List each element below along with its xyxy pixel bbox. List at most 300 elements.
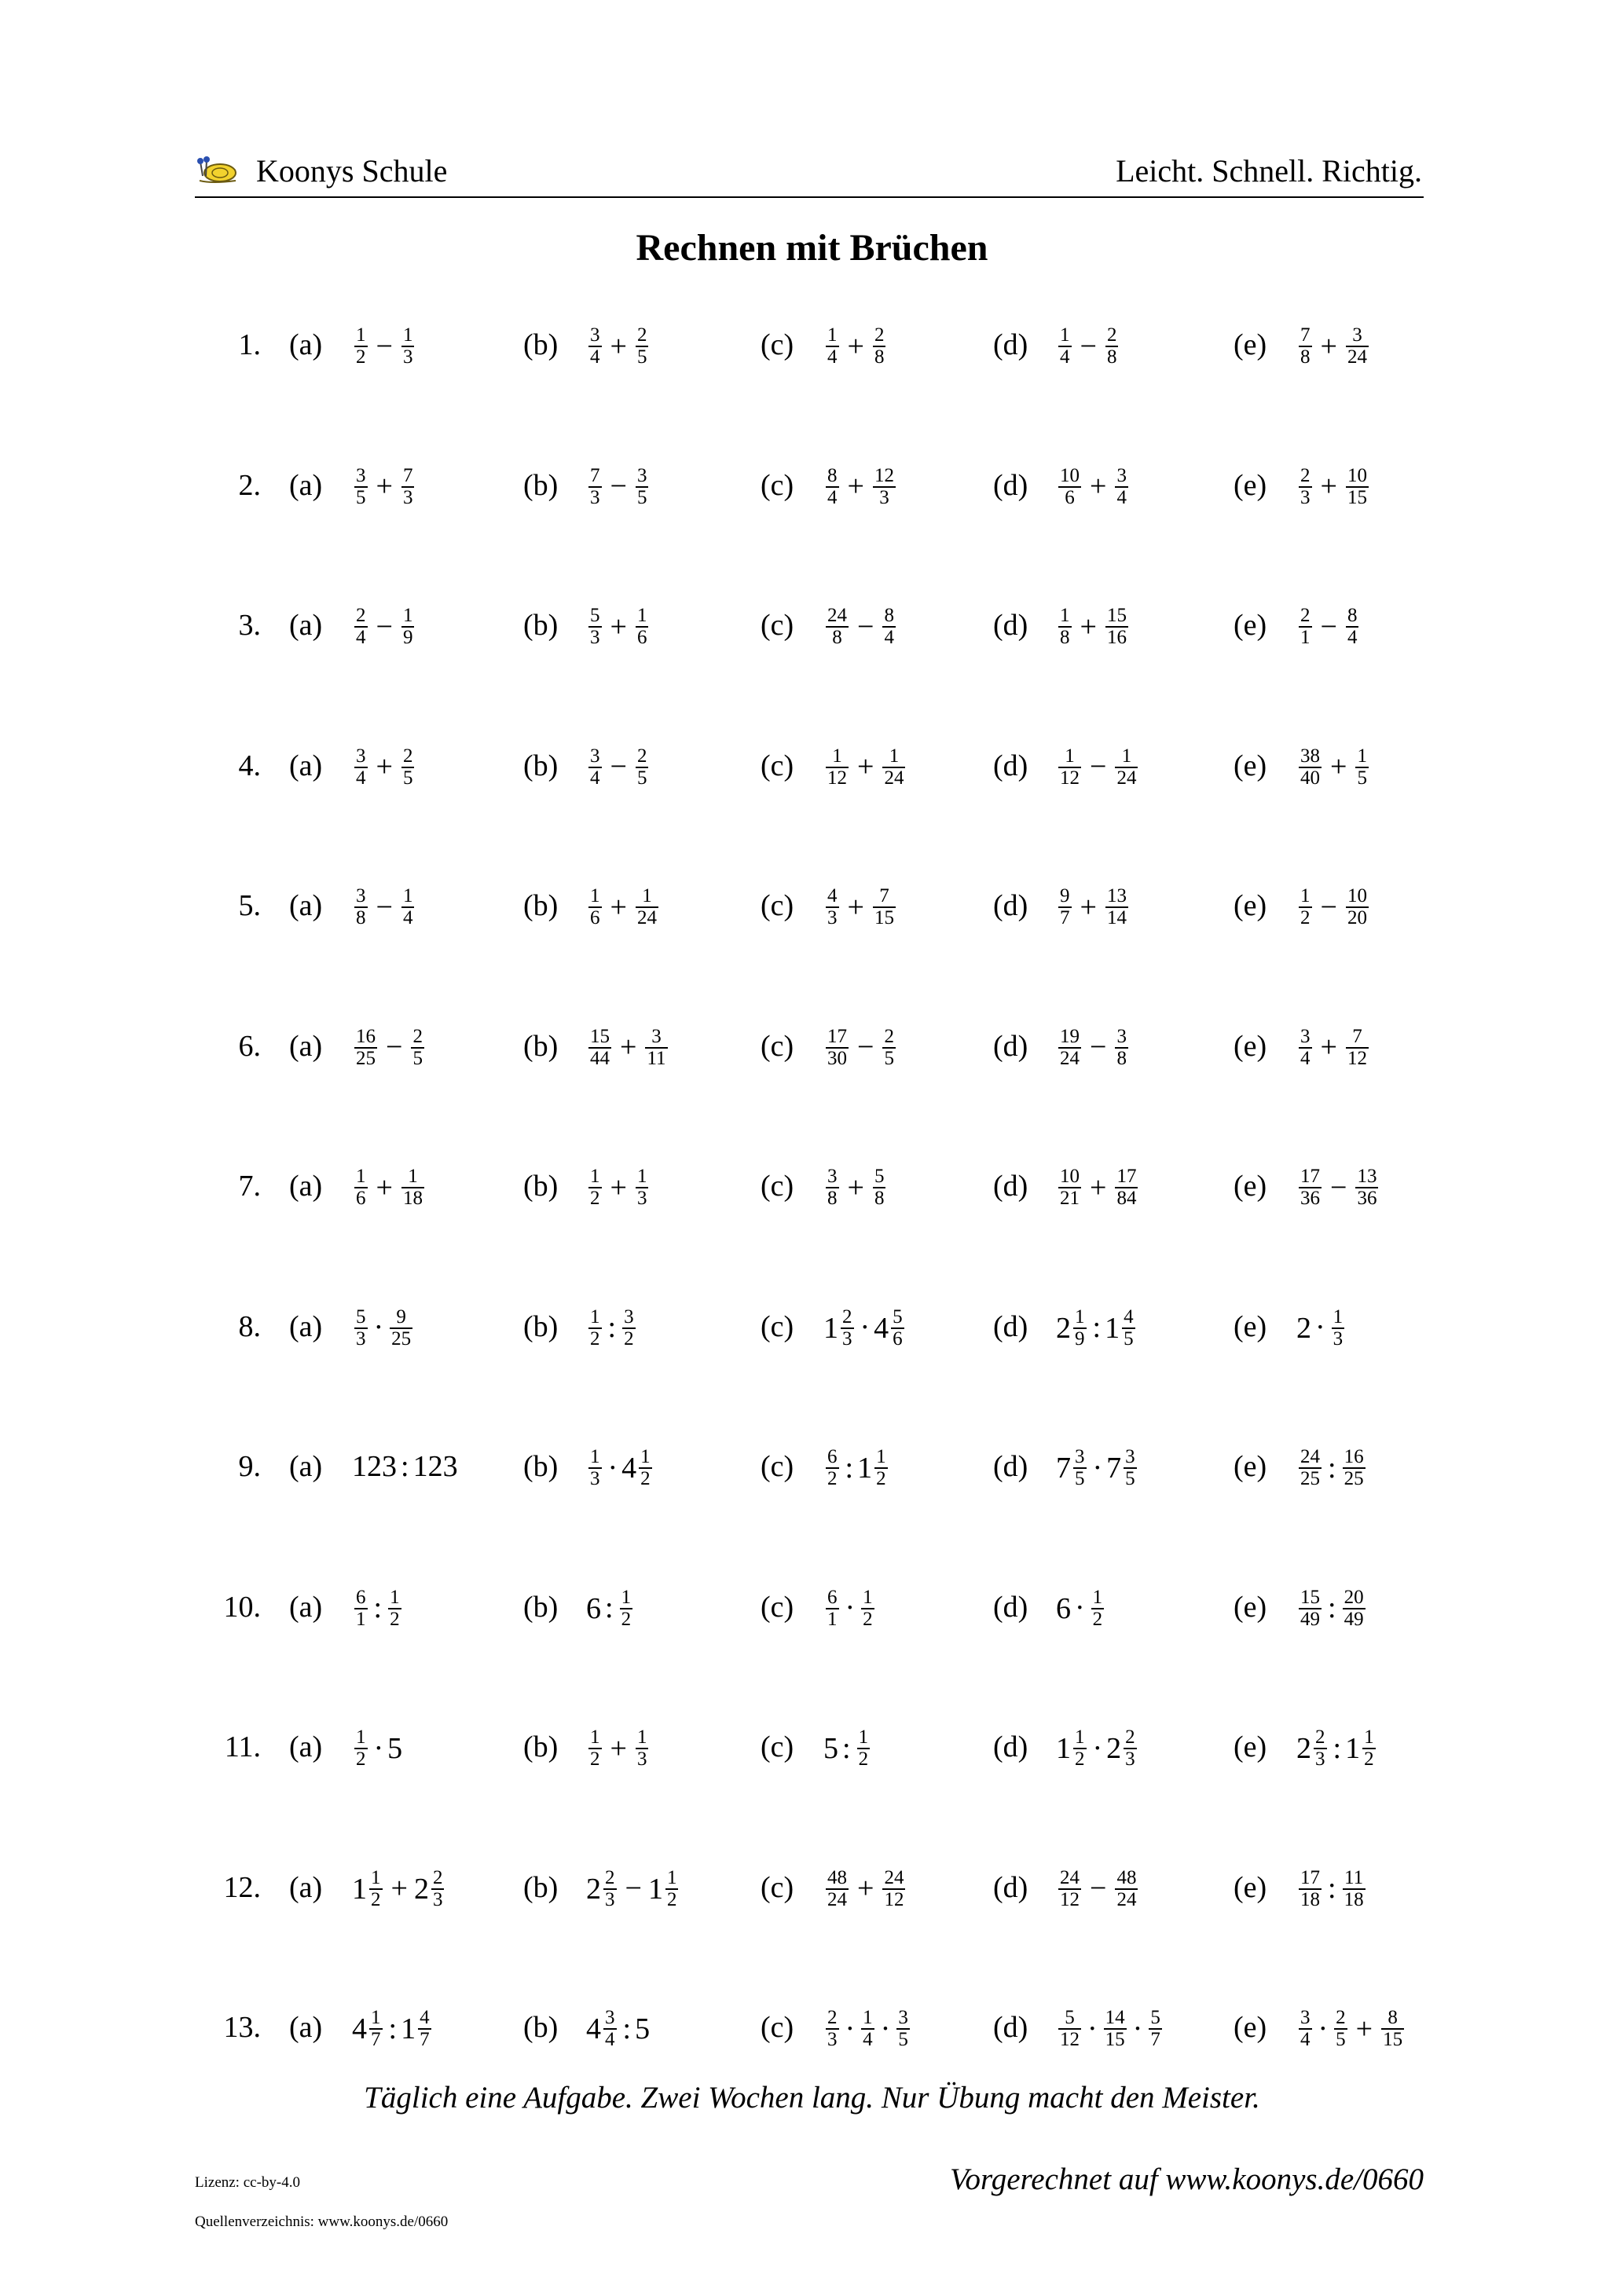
fraction <box>401 466 415 509</box>
fraction <box>1362 1727 1376 1771</box>
numerator: 1 <box>401 1166 424 1188</box>
denominator: 2 <box>640 1468 651 1490</box>
math-expression <box>1056 1727 1139 1773</box>
denominator: 3 <box>402 346 413 368</box>
fraction <box>826 886 839 929</box>
denominator: 4 <box>1300 2029 1311 2051</box>
fraction <box>588 1727 602 1771</box>
denominator: 2 <box>390 1608 400 1630</box>
math-expression <box>1296 2007 1406 2053</box>
fraction <box>1346 466 1369 509</box>
operator: + <box>847 329 864 363</box>
numerator: 3 <box>1299 2008 1312 2030</box>
denominator: 9 <box>1075 1327 1085 1349</box>
operator: + <box>1090 470 1107 504</box>
denominator: 6 <box>1065 486 1075 508</box>
fraction <box>588 1027 611 1070</box>
numerator: 1 <box>588 1447 602 1469</box>
fraction <box>588 886 602 929</box>
item-label: (e) <box>1234 889 1267 922</box>
fraction <box>1314 1727 1327 1771</box>
numerator: 1 <box>636 1727 649 1749</box>
operator: : <box>845 1451 854 1485</box>
item-label: (a) <box>289 1170 323 1203</box>
numerator: 1 <box>620 1587 633 1609</box>
exercise-number: 7. <box>238 1170 261 1203</box>
denominator: 24 <box>636 907 657 929</box>
numerator: 3 <box>588 325 602 347</box>
operator: : <box>401 1450 409 1483</box>
operator: + <box>1090 1170 1107 1204</box>
operator: : <box>622 2012 632 2045</box>
fraction <box>1073 1307 1087 1350</box>
fraction <box>588 325 602 368</box>
numerator: 1 <box>401 886 415 908</box>
numerator: 9 <box>1058 886 1072 908</box>
denominator: 2 <box>863 1608 873 1630</box>
whole-number: 5 <box>823 1731 838 1765</box>
numerator: 3 <box>1115 1027 1128 1049</box>
numerator: 1 <box>861 1587 874 1609</box>
denominator: 4 <box>827 346 838 368</box>
denominator: 15 <box>874 907 894 929</box>
fraction <box>1058 466 1081 509</box>
denominator: 7 <box>1060 907 1070 929</box>
math-expression <box>352 324 416 371</box>
item-label: (c) <box>761 1590 794 1624</box>
fraction <box>401 1166 424 1210</box>
exercise-row <box>0 1849 1624 1920</box>
denominator: 5 <box>402 767 413 789</box>
denominator: 2 <box>876 1468 886 1490</box>
denominator: 15 <box>1383 2029 1403 2051</box>
fraction <box>882 1868 905 1911</box>
numerator: 2 <box>603 1868 617 1890</box>
numerator: 13 <box>1105 886 1128 908</box>
numerator: 14 <box>1104 2008 1127 2030</box>
denominator: 8 <box>832 627 842 649</box>
item-label: (b) <box>523 328 559 361</box>
numerator: 2 <box>431 1868 445 1890</box>
denominator: 7 <box>420 2029 430 2051</box>
denominator: 5 <box>356 486 366 508</box>
denominator: 6 <box>636 627 647 649</box>
math-expression <box>352 1305 415 1353</box>
item-label: (e) <box>1234 1590 1267 1624</box>
numerator: 8 <box>1381 2008 1404 2030</box>
fraction <box>665 1868 679 1911</box>
numerator: 1 <box>636 606 649 628</box>
numerator: 1 <box>401 325 415 347</box>
fraction <box>354 1587 368 1631</box>
item-label: (a) <box>289 749 323 782</box>
fraction <box>1346 325 1369 368</box>
math-expression <box>1296 1866 1368 1913</box>
denominator: 12 <box>884 1888 904 1910</box>
fraction <box>354 606 368 649</box>
whole-number: 4 <box>621 1451 637 1485</box>
math-expression <box>1296 464 1371 511</box>
numerator: 1 <box>388 1587 401 1609</box>
denominator: 25 <box>1300 1468 1320 1490</box>
math-expression <box>352 1025 427 1072</box>
operator: · <box>880 2012 891 2045</box>
denominator: 8 <box>1116 1047 1127 1069</box>
fraction <box>1058 1166 1081 1210</box>
numerator: 24 <box>1299 1447 1322 1469</box>
math-expression <box>823 1166 888 1212</box>
fraction <box>354 1027 377 1070</box>
fraction <box>603 2008 617 2051</box>
numerator: 1 <box>1073 1727 1087 1749</box>
math-expression <box>586 885 661 932</box>
fraction <box>1115 746 1138 789</box>
numerator: 1 <box>401 606 415 628</box>
numerator: 8 <box>826 466 839 488</box>
exercise-row <box>0 1989 1624 2060</box>
numerator: 2 <box>401 746 415 768</box>
fraction <box>1058 746 1081 789</box>
item-label: (d) <box>993 1730 1028 1763</box>
whole-number: 5 <box>387 1731 403 1765</box>
exercise-row <box>0 447 1624 518</box>
numerator: 2 <box>882 1027 896 1049</box>
numerator: 7 <box>1299 325 1312 347</box>
math-expression <box>352 2007 434 2053</box>
numerator: 1 <box>1058 746 1081 768</box>
fraction <box>882 606 896 649</box>
math-expression <box>586 1727 651 1773</box>
denominator: 24 <box>884 767 904 789</box>
fraction <box>1058 886 1072 929</box>
denominator: 8 <box>827 1188 838 1210</box>
whole-number: 7 <box>1056 1451 1071 1485</box>
operator: : <box>1328 1591 1336 1625</box>
operator: + <box>1320 329 1337 363</box>
fraction <box>401 606 415 649</box>
numerator: 1 <box>369 1868 383 1890</box>
operator: − <box>610 750 627 784</box>
numerator: 2 <box>841 1307 854 1329</box>
math-expression <box>352 605 416 651</box>
item-label: (e) <box>1234 328 1267 361</box>
operator: · <box>845 2012 856 2045</box>
exercise-number: 4. <box>238 749 261 782</box>
exercise-number: 10. <box>223 1590 261 1624</box>
numerator: 1 <box>354 1166 368 1188</box>
fraction <box>645 1027 667 1070</box>
denominator: 2 <box>590 1327 600 1349</box>
school-name: Koonys Schule <box>256 153 448 189</box>
operator: − <box>1090 1872 1107 1906</box>
math-expression <box>1056 1025 1131 1072</box>
numerator: 1 <box>588 1307 602 1329</box>
fraction <box>1299 2008 1312 2051</box>
exercise-number: 5. <box>238 889 261 922</box>
operator: · <box>860 1311 871 1345</box>
numerator: 17 <box>1115 1166 1138 1188</box>
operator: + <box>610 329 627 363</box>
whole-number: 4 <box>874 1311 889 1345</box>
fraction <box>1299 1868 1322 1911</box>
fraction <box>1343 1447 1366 1490</box>
fraction <box>401 325 415 368</box>
denominator: 2 <box>590 1749 600 1771</box>
numerator: 5 <box>588 606 602 628</box>
fraction <box>588 1166 602 1210</box>
denominator: 36 <box>1300 1188 1320 1210</box>
fraction <box>1343 1587 1366 1631</box>
exercise-row <box>0 1008 1624 1078</box>
fraction <box>826 746 849 789</box>
numerator: 11 <box>1343 1868 1366 1890</box>
denominator: 5 <box>898 2029 908 2051</box>
math-expression <box>586 324 651 371</box>
operator: − <box>1080 329 1097 363</box>
numerator: 15 <box>1105 606 1128 628</box>
denominator: 2 <box>590 1188 600 1210</box>
item-label: (c) <box>761 1870 794 1904</box>
item-label: (c) <box>761 468 794 502</box>
numerator: 6 <box>826 1447 839 1469</box>
numerator: 2 <box>1299 606 1312 628</box>
numerator: 1 <box>1058 606 1072 628</box>
denominator: 25 <box>356 1047 376 1069</box>
exercise-row <box>0 867 1624 938</box>
operator: + <box>610 610 627 643</box>
snail-icon <box>196 156 239 185</box>
fraction <box>1124 1447 1137 1490</box>
item-label: (e) <box>1234 749 1267 782</box>
denominator: 12 <box>1060 1888 1080 1910</box>
exercise-number: 2. <box>238 468 261 502</box>
numerator: 4 <box>418 2008 431 2030</box>
item-label: (b) <box>523 1870 559 1904</box>
page-title: Rechnen mit Brüchen <box>636 227 988 269</box>
page-header <box>195 149 1424 198</box>
denominator: 2 <box>858 1749 869 1771</box>
fraction <box>588 746 602 789</box>
fraction <box>1332 1307 1345 1350</box>
math-expression <box>823 1586 877 1633</box>
fraction <box>861 1587 874 1631</box>
fraction <box>826 466 839 509</box>
math-expression <box>1056 1166 1140 1212</box>
item-label: (c) <box>761 889 794 922</box>
fraction <box>1346 606 1359 649</box>
whole-number: 1 <box>352 1872 367 1906</box>
denominator: 2 <box>827 1468 838 1490</box>
fraction <box>401 886 415 929</box>
fraction <box>1124 1727 1137 1771</box>
fraction <box>1073 1447 1087 1490</box>
math-expression <box>823 1446 890 1492</box>
fraction <box>1299 606 1312 649</box>
denominator: 25 <box>1344 1468 1364 1490</box>
denominator: 16 <box>1106 627 1127 649</box>
denominator: 4 <box>1347 627 1358 649</box>
item-label: (e) <box>1234 1450 1267 1483</box>
fraction <box>826 1027 849 1070</box>
header-slogan: Leicht. Schnell. Richtig. <box>1116 153 1422 189</box>
numerator: 38 <box>1299 746 1322 768</box>
operator: · <box>1087 2012 1098 2045</box>
item-label: (e) <box>1234 1170 1267 1203</box>
numerator: 1 <box>882 746 905 768</box>
whole-number: 5 <box>635 2012 651 2045</box>
numerator: 1 <box>354 325 368 347</box>
item-label: (d) <box>993 1450 1028 1483</box>
item-label: (b) <box>523 1450 559 1483</box>
solved-at-link[interactable]: Vorgerechnet auf www.koonys.de/0660 <box>950 2162 1424 2196</box>
denominator: 8 <box>1060 627 1070 649</box>
denominator: 84 <box>1116 1188 1137 1210</box>
fraction <box>1299 1027 1312 1070</box>
numerator: 7 <box>1346 1027 1369 1049</box>
item-label: (b) <box>523 1730 559 1763</box>
fraction <box>1346 886 1369 929</box>
denominator: 4 <box>1060 346 1070 368</box>
fraction <box>1299 1166 1322 1210</box>
fraction <box>388 1587 401 1631</box>
numerator: 48 <box>826 1868 849 1890</box>
denominator: 21 <box>1060 1188 1080 1210</box>
denominator: 30 <box>827 1047 847 1069</box>
fraction <box>588 606 602 649</box>
operator: : <box>605 1591 614 1625</box>
denominator: 1 <box>356 1608 366 1630</box>
operator: · <box>1092 1731 1103 1765</box>
numerator: 1 <box>665 1868 679 1890</box>
whole-number: 2 <box>1056 1311 1071 1345</box>
whole-number: 2 <box>1106 1731 1122 1765</box>
whole-number: 2 <box>1296 1311 1311 1345</box>
numerator: 24 <box>826 606 849 628</box>
math-expression <box>586 2007 651 2053</box>
math-expression <box>586 605 651 651</box>
exercise-row <box>0 1288 1624 1359</box>
fraction <box>1299 886 1312 929</box>
item-label: (a) <box>289 1450 323 1483</box>
numerator: 3 <box>603 2008 617 2030</box>
fraction <box>1105 325 1119 368</box>
math-expression <box>823 1866 907 1913</box>
numerator: 24 <box>882 1868 905 1890</box>
math-expression <box>586 745 651 792</box>
numerator: 2 <box>636 325 649 347</box>
fraction <box>636 325 649 368</box>
math-expression <box>1296 885 1371 932</box>
item-label: (d) <box>993 749 1028 782</box>
fraction <box>1299 325 1312 368</box>
fraction <box>588 1307 602 1350</box>
whole-number: 1 <box>1105 1311 1120 1345</box>
denominator: 1 <box>827 1608 838 1630</box>
numerator: 1 <box>1332 1307 1345 1329</box>
operator: : <box>607 1311 617 1345</box>
denominator: 4 <box>356 627 366 649</box>
numerator: 16 <box>1343 1447 1366 1469</box>
fraction <box>354 325 368 368</box>
operator: − <box>625 1872 642 1906</box>
denominator: 9 <box>402 627 413 649</box>
numerator: 12 <box>873 466 896 488</box>
denominator: 40 <box>1300 767 1320 789</box>
fraction <box>369 1868 383 1911</box>
fraction <box>418 2008 431 2051</box>
numerator: 3 <box>896 2008 910 2030</box>
fraction <box>1346 1027 1369 1070</box>
fraction <box>639 1447 652 1490</box>
math-expression <box>1056 745 1140 792</box>
math-expression <box>352 745 416 792</box>
denominator: 3 <box>1315 1749 1325 1771</box>
fraction <box>826 325 839 368</box>
numerator: 1 <box>857 1727 871 1749</box>
operator: + <box>1355 2012 1373 2045</box>
math-expression <box>586 1025 670 1072</box>
numerator: 2 <box>1334 2008 1347 2030</box>
operator: − <box>1090 1031 1107 1064</box>
item-label: (d) <box>993 1870 1028 1904</box>
whole-number: 4 <box>352 2012 367 2045</box>
item-label: (e) <box>1234 1730 1267 1763</box>
fraction <box>354 886 368 929</box>
item-label: (d) <box>993 1309 1028 1343</box>
item-label: (c) <box>761 328 794 361</box>
math-expression <box>586 1305 638 1353</box>
math-expression <box>1296 1586 1368 1633</box>
fraction <box>1355 1166 1378 1210</box>
numerator: 8 <box>882 606 896 628</box>
fraction <box>896 2008 910 2051</box>
math-expression <box>1056 605 1131 651</box>
denominator: 2 <box>1364 1749 1374 1771</box>
numerator: 2 <box>1105 325 1119 347</box>
item-label: (d) <box>993 2011 1028 2044</box>
operator: · <box>1318 2012 1329 2045</box>
operator: + <box>620 1031 637 1064</box>
numerator: 48 <box>1115 1868 1138 1890</box>
denominator: 8 <box>1300 346 1311 368</box>
fraction <box>873 886 896 929</box>
fraction <box>401 746 415 789</box>
license-text: Lizenz: cc-by-4.0 <box>195 2174 300 2191</box>
whole-number: 1 <box>401 2012 416 2045</box>
numerator: 1 <box>636 886 658 908</box>
item-label: (e) <box>1234 1309 1267 1343</box>
denominator: 4 <box>884 627 894 649</box>
denominator: 8 <box>1106 346 1117 368</box>
math-expression <box>1296 1025 1371 1072</box>
numerator: 2 <box>411 1027 424 1049</box>
math-expression <box>823 1727 872 1773</box>
numerator: 1 <box>1073 1307 1087 1329</box>
numerator: 17 <box>1299 1868 1322 1890</box>
fraction <box>431 1868 445 1911</box>
item-label: (b) <box>523 468 559 502</box>
math-expression <box>352 1586 404 1633</box>
denominator: 12 <box>1060 767 1080 789</box>
item-label: (e) <box>1234 609 1267 642</box>
fraction <box>1115 1027 1128 1070</box>
math-expression <box>823 885 898 932</box>
numerator: 10 <box>1346 886 1369 908</box>
fraction <box>1058 606 1072 649</box>
denominator: 12 <box>1060 2029 1080 2051</box>
denominator: 18 <box>402 1188 423 1210</box>
fraction <box>1058 1868 1081 1911</box>
